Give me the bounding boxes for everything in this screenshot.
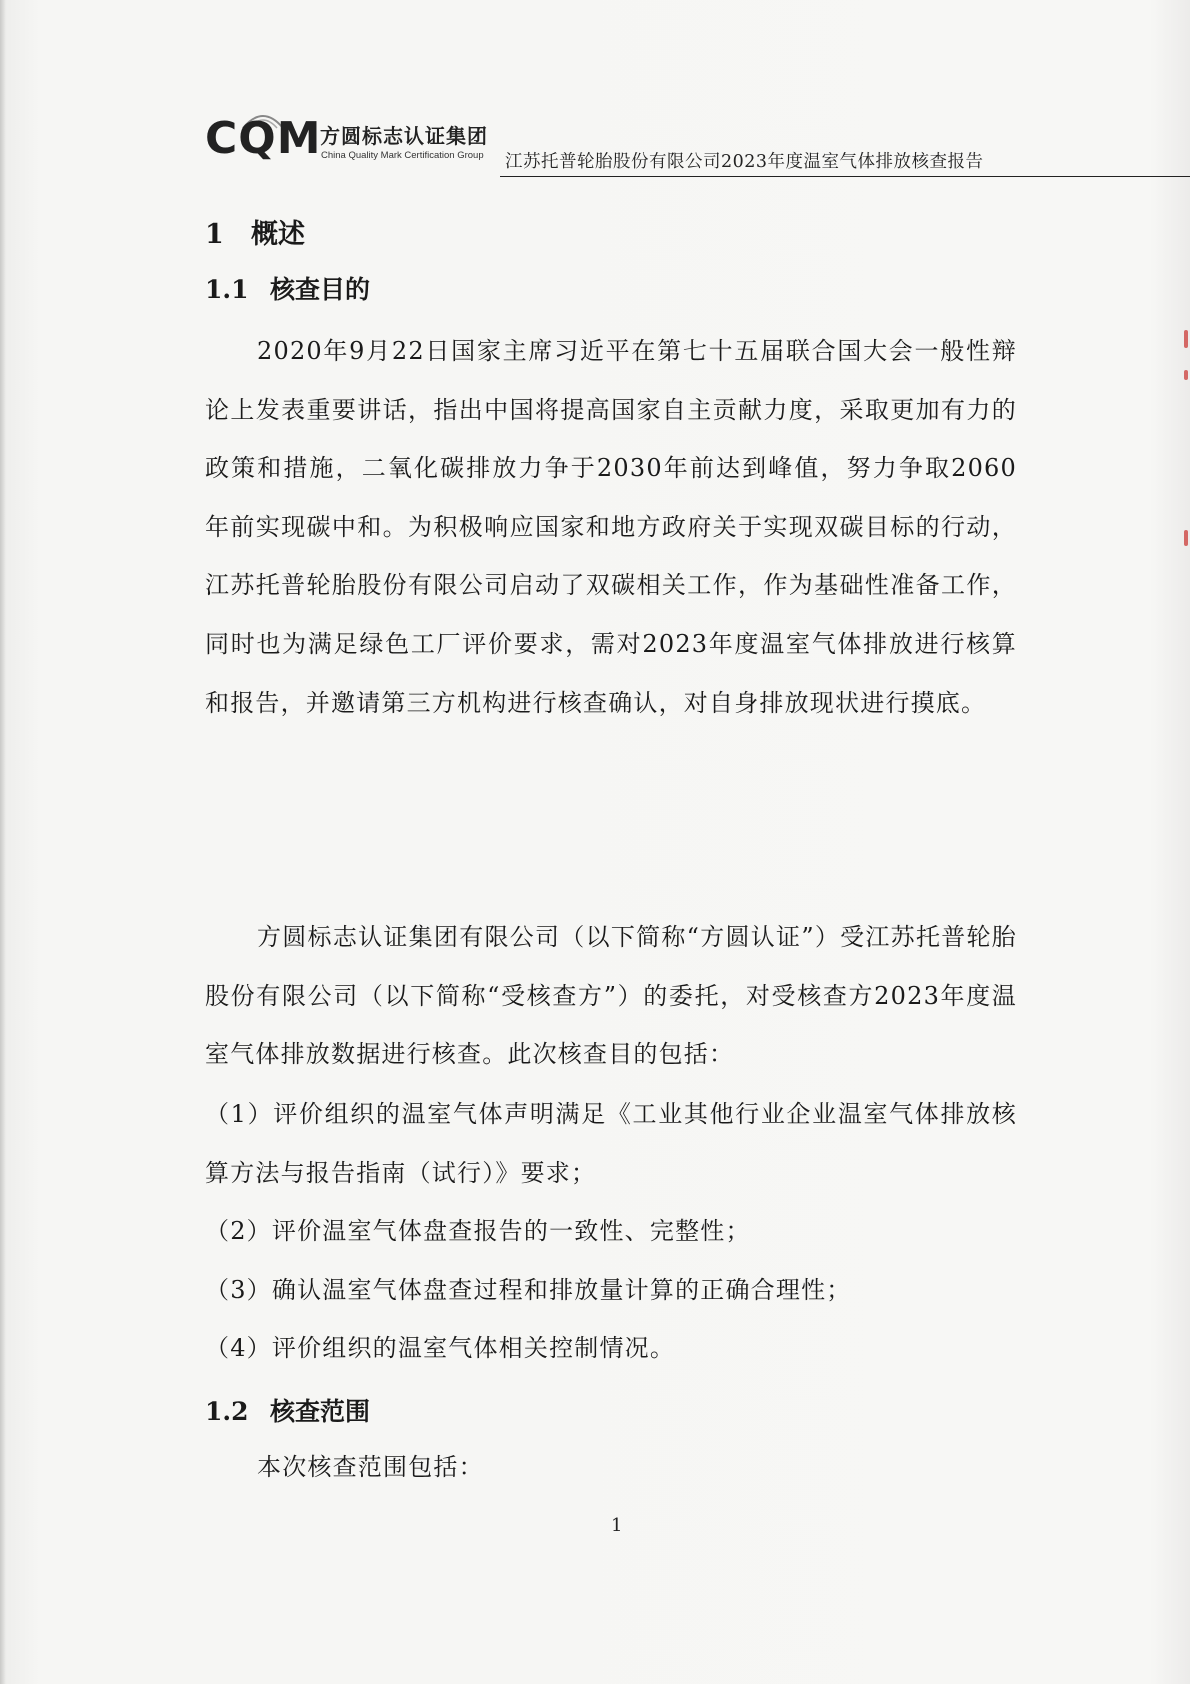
logo-mark: CQM [205,113,322,164]
list-item: （3）确认温室气体盘查过程和排放量计算的正确合理性； [205,1276,852,1304]
section-number: 1.1 [205,275,249,304]
logo-english-name: China Quality Mark Certification Group [321,150,484,161]
logo-chinese-name: 方圆标志认证集团 [320,124,488,148]
margin-mark [1184,370,1188,380]
paragraph: 本次核查范围包括： [257,1453,484,1481]
page-number: 1 [611,1515,623,1536]
list-item: （1）评价组织的温室气体声明满足《工业其他行业企业温室气体排放核算方法与报告指南（试行）》要求； [205,1100,1017,1187]
margin-mark [1184,530,1188,546]
section-title: 核查范围 [270,1397,371,1426]
paragraph: 方圆标志认证集团有限公司（以下简称“方圆认证”）受江苏托普轮胎股份有限公司（以下简称“受核查方”）的委托，对受核查方2023年度温室气体排放数据进行核查。此次核查目的包括： [205,923,1017,1069]
section-title: 核查目的 [270,275,371,304]
margin-mark [1184,330,1188,348]
section-number: 1 [205,219,224,250]
paragraph: 2020年9月22日国家主席习近平在第七十五届联合国大会一般性辩论上发表重要讲话，指出中国将提高国家自主贡献力度，采取更加有力的政策和措施，二氧化碳排放力争于2030年前达到峰值，努力争取2060年前实现碳中和。为积极响应国家和地方政府关于实现双碳目标的行动，江苏托普轮胎股份有限公司启动了双碳相关工作，作为基础性准备工作，同时也为满足绿色工厂评价要求，需对2023年度温室气体排放进行核算和报告，并邀请第三方机构进行核查确认，对自身排放现状进行摸底。 [205,337,1017,717]
section-1-2-heading [205,1392,370,1428]
list-item: （2）评价温室气体盘查报告的一致性、完整性； [205,1217,751,1245]
section-title: 概述 [251,219,305,250]
section-1-1-heading [205,270,370,306]
list-item: （4）评价组织的温室气体相关控制情况。 [205,1334,676,1362]
section-number: 1.2 [205,1397,249,1426]
section-1-heading [205,212,305,251]
cqm-logo [205,108,505,168]
scan-edge-shadow [0,0,6,1684]
page-header [205,108,1005,178]
report-title: 江苏托普轮胎股份有限公司2023年度温室气体排放核查报告 [505,152,984,172]
header-divider [500,176,1190,177]
